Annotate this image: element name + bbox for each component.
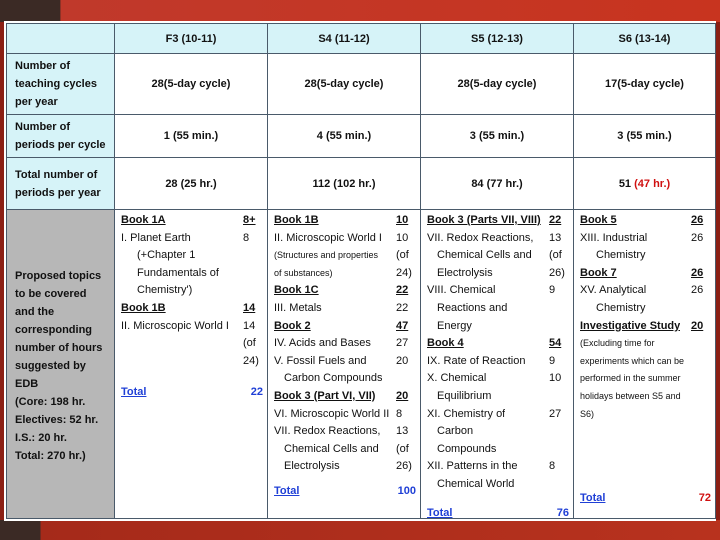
topic-text: experiments which can be xyxy=(580,355,685,366)
topic-hours: 24) xyxy=(396,266,412,279)
book-title: Book 2 xyxy=(274,319,311,332)
topic-line xyxy=(274,458,416,476)
slide-sheet xyxy=(4,21,716,521)
topic-text: Electrolysis xyxy=(284,460,340,473)
topic-hours: 8 xyxy=(396,407,403,420)
topics-f3 xyxy=(115,210,268,519)
topic-line xyxy=(580,265,711,283)
row-label-periods: Number of periods per cycle xyxy=(7,115,115,158)
book-title: Investigative Study xyxy=(580,319,681,332)
row-periods-per-cycle xyxy=(7,115,716,158)
topic-line xyxy=(274,282,416,300)
total-label: Total xyxy=(580,492,606,504)
topics-label-line: EDB xyxy=(15,377,39,390)
topic-hours: 13 xyxy=(396,425,409,438)
bottom-bar xyxy=(0,520,720,540)
topic-text: S6) xyxy=(580,408,595,419)
curriculum-table xyxy=(6,23,716,519)
topic-text: II. Microscopic World I xyxy=(121,319,229,332)
topic-text: Chemistry xyxy=(596,301,646,314)
topic-line xyxy=(274,370,416,388)
topic-line xyxy=(427,458,569,476)
topic-hours: 24) xyxy=(243,354,259,367)
row-teaching-cycles xyxy=(7,54,716,115)
topic-text: II. Microscopic World I xyxy=(274,231,382,244)
row-label-topics xyxy=(7,210,115,519)
book-title: Book 1B xyxy=(274,214,319,226)
topic-hours: 9 xyxy=(549,354,556,367)
topic-hours: 26 xyxy=(691,266,704,279)
total-value: 22 xyxy=(250,386,263,398)
book-title: Book 1B xyxy=(121,301,166,314)
cycles-f3: 28(5-day cycle) xyxy=(115,54,268,115)
topics-s6 xyxy=(574,210,716,519)
topics-label-line: and the xyxy=(15,305,55,318)
topic-hours: 10 xyxy=(396,231,409,244)
topic-text: VII. Redox Reactions, xyxy=(274,425,381,438)
topic-text: III. Metals xyxy=(274,301,322,314)
topic-hours: 26 xyxy=(691,214,704,226)
topics-label-line: corresponding xyxy=(15,323,93,336)
topic-hours: 26) xyxy=(549,266,565,279)
topic-text: Carbon Compounds xyxy=(284,372,383,385)
topic-text: of substances) xyxy=(274,267,333,278)
total-row xyxy=(121,384,263,401)
topic-hours: 8 xyxy=(243,231,250,244)
topic-text: Chemistry') xyxy=(137,284,193,297)
topic-hours: 26 xyxy=(691,231,704,244)
topic-line xyxy=(427,212,569,230)
topic-hours: 14 xyxy=(243,319,256,332)
topic-line xyxy=(580,318,711,336)
topic-text: XI. Chemistry of xyxy=(427,407,506,420)
book-title: Book 7 xyxy=(580,266,617,279)
topic-hours: 20 xyxy=(396,354,409,367)
topic-hours: 22 xyxy=(396,301,409,314)
topic-hours: 20 xyxy=(691,319,704,332)
header-s5: S5 (12-13) xyxy=(421,24,574,54)
topic-line xyxy=(427,370,569,388)
topic-hours: 13 xyxy=(549,231,562,244)
s6-hours-red: (47 hr.) xyxy=(634,177,671,190)
topic-line xyxy=(427,388,569,406)
topics-label-line: Total: 270 hr.) xyxy=(15,449,86,462)
topic-line xyxy=(427,282,569,300)
total-periods-s5: 84 (77 hr.) xyxy=(421,158,574,210)
topics-label-line: to be covered xyxy=(15,287,87,300)
topic-line xyxy=(580,300,711,318)
book-title: Book 3 (Parts VII, VIII) xyxy=(427,214,541,226)
topic-text: performed in the summer xyxy=(580,373,681,384)
topic-line xyxy=(274,230,416,248)
topic-line xyxy=(427,318,569,336)
header-s6: S6 (13-14) xyxy=(574,24,716,54)
topic-line xyxy=(121,212,263,230)
topic-line xyxy=(121,353,263,371)
book-title: Book 5 xyxy=(580,214,617,226)
topic-hours: 14 xyxy=(243,301,256,314)
topic-text: Chemical Cells and xyxy=(284,442,379,455)
row-topics xyxy=(7,210,716,519)
total-periods-f3: 28 (25 hr.) xyxy=(115,158,268,210)
topic-text: (Structures and properties xyxy=(274,250,379,261)
topics-label-line: Electives: 52 hr. xyxy=(15,413,99,426)
topic-text: XIII. Industrial xyxy=(580,231,648,244)
topic-text: VI. Microscopic World II xyxy=(274,407,390,420)
topic-text: Chemical Cells and xyxy=(437,249,532,262)
topic-hours: 26 xyxy=(691,284,704,297)
topic-line xyxy=(121,300,263,318)
topic-line xyxy=(427,353,569,371)
topics-label-line: suggested by xyxy=(15,359,86,372)
periods-s4: 4 (55 min.) xyxy=(268,115,421,158)
cycles-s6: 17(5-day cycle) xyxy=(574,54,716,115)
topic-text: X. Chemical xyxy=(427,372,487,385)
topic-text: holidays between S5 and xyxy=(580,390,681,401)
topic-line xyxy=(427,230,569,248)
topic-hours: 22 xyxy=(396,284,409,297)
topic-line xyxy=(580,406,711,424)
topic-line xyxy=(274,335,416,353)
total-periods-s4: 112 (102 hr.) xyxy=(268,158,421,210)
total-periods-s6: 51 (47 hr.) xyxy=(574,158,716,210)
topic-line xyxy=(274,318,416,336)
row-label-total-periods: Total number of periods per year xyxy=(7,158,115,210)
total-label: Total xyxy=(274,485,300,497)
topic-line xyxy=(580,282,711,300)
row-label-cycles: Number of teaching cycles per year xyxy=(7,54,115,115)
topic-line xyxy=(274,265,416,283)
topic-line xyxy=(427,335,569,353)
topics-s5 xyxy=(421,210,574,519)
topic-line xyxy=(274,423,416,441)
book-title: Book 4 xyxy=(427,337,464,350)
topic-hours: 8 xyxy=(549,460,556,473)
total-value: 76 xyxy=(556,507,569,519)
topic-hours: 27 xyxy=(396,337,409,350)
topic-hours: 54 xyxy=(549,337,562,350)
topic-line xyxy=(121,230,263,248)
topic-hours: (of xyxy=(396,442,409,455)
header-f3: F3 (10-11) xyxy=(115,24,268,54)
topic-line xyxy=(427,265,569,283)
topic-line xyxy=(121,282,263,300)
topic-hours: 22 xyxy=(549,214,562,226)
topic-text: V. Fossil Fuels and xyxy=(274,354,367,367)
topic-line xyxy=(274,247,416,265)
top-bar xyxy=(0,0,720,22)
topic-hours: 47 xyxy=(396,319,409,332)
topic-hours: 27 xyxy=(549,407,562,420)
book-title: Book 1A xyxy=(121,214,166,226)
topic-text: XV. Analytical xyxy=(580,284,647,297)
topic-line xyxy=(427,476,569,494)
topic-line xyxy=(274,388,416,406)
topic-text: I. Planet Earth xyxy=(121,231,191,244)
topic-line xyxy=(274,212,416,230)
topic-line xyxy=(580,230,711,248)
topic-text: Compounds xyxy=(437,442,497,455)
topic-hours: (of xyxy=(549,249,562,262)
topic-line xyxy=(427,423,569,441)
topic-line xyxy=(580,247,711,265)
topics-label-line: I.S.: 20 hr. xyxy=(15,431,67,444)
topic-hours: 10 xyxy=(396,214,409,226)
periods-f3: 1 (55 min.) xyxy=(115,115,268,158)
topic-line xyxy=(427,300,569,318)
topic-line xyxy=(274,300,416,318)
periods-s5: 3 (55 min.) xyxy=(421,115,574,158)
topic-line xyxy=(274,353,416,371)
topic-text: Fundamentals of xyxy=(137,266,219,279)
topic-line xyxy=(580,212,711,230)
header-s4: S4 (11-12) xyxy=(268,24,421,54)
topics-label-line: Proposed topics xyxy=(15,269,102,282)
topic-hours: 20 xyxy=(396,389,409,402)
topic-hours: (of xyxy=(243,337,256,350)
total-label: Total xyxy=(121,386,147,398)
topic-line xyxy=(121,335,263,353)
row-total-periods xyxy=(7,158,716,210)
cycles-s4: 28(5-day cycle) xyxy=(268,54,421,115)
topic-line xyxy=(580,353,711,371)
topic-text: (+Chapter 1 xyxy=(137,249,196,262)
topic-line xyxy=(121,318,263,336)
book-title: Book 1C xyxy=(274,284,319,297)
topic-line xyxy=(427,441,569,459)
topic-text: (Excluding time for xyxy=(580,338,655,349)
header-row xyxy=(7,24,716,54)
topics-label-line: number of hours xyxy=(15,341,103,354)
topic-text: Electrolysis xyxy=(437,266,493,279)
total-label: Total xyxy=(427,507,453,519)
topic-text: VII. Redox Reactions, xyxy=(427,231,534,244)
topic-hours: 10 xyxy=(549,372,562,385)
topic-text: Energy xyxy=(437,319,472,332)
topic-line xyxy=(121,247,263,265)
topic-line xyxy=(580,370,711,388)
topic-line xyxy=(274,441,416,459)
book-title: Book 3 (Part VI, VII) xyxy=(274,389,376,402)
topic-text: XII. Patterns in the xyxy=(427,460,518,473)
topic-text: Chemistry xyxy=(596,249,646,262)
total-row xyxy=(580,490,711,507)
topic-line xyxy=(580,388,711,406)
topic-hours: 26) xyxy=(396,460,412,473)
topic-hours: (of xyxy=(396,249,409,262)
topics-s4 xyxy=(268,210,421,519)
total-row xyxy=(427,505,569,522)
topic-text: IX. Rate of Reaction xyxy=(427,354,526,367)
topic-hours: 8+ xyxy=(243,214,256,226)
topics-label-line: (Core: 198 hr. xyxy=(15,395,86,408)
total-value: 100 xyxy=(397,485,416,497)
topic-line xyxy=(580,335,711,353)
topic-text: Carbon xyxy=(437,425,474,438)
topic-line xyxy=(427,247,569,265)
total-row xyxy=(274,483,416,500)
topic-line xyxy=(121,265,263,283)
cycles-s5: 28(5-day cycle) xyxy=(421,54,574,115)
topic-text: Reactions and xyxy=(437,301,508,314)
periods-s6: 3 (55 min.) xyxy=(574,115,716,158)
topic-line xyxy=(274,406,416,424)
topic-text: Chemical World xyxy=(437,477,515,490)
topic-text: IV. Acids and Bases xyxy=(274,337,371,350)
topic-text: Equilibrium xyxy=(437,389,492,402)
topic-line xyxy=(427,406,569,424)
header-corner xyxy=(7,24,115,54)
topic-text: VIII. Chemical xyxy=(427,284,496,297)
topic-hours: 9 xyxy=(549,284,556,297)
total-value: 72 xyxy=(698,492,711,504)
